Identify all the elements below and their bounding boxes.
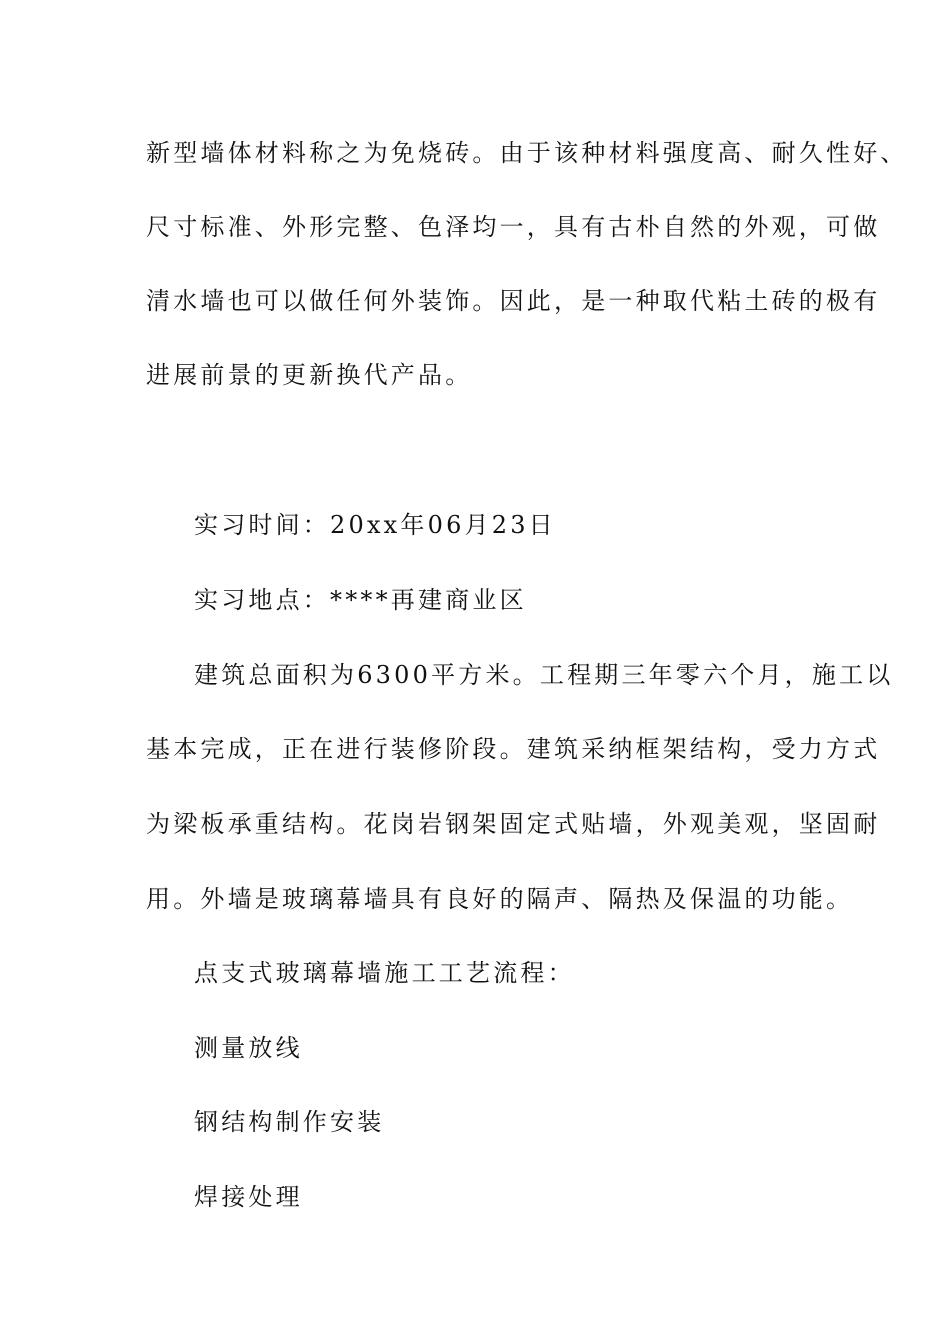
internship-time: 实习时间：20xx年06月23日	[194, 511, 556, 539]
paragraph-line: 新型墙体材料称之为免烧砖。由于该种材料强度高、耐久性好、	[146, 139, 908, 167]
paragraph-line: 为梁板承重结构。花岗岩钢架固定式贴墙，外观美观，坚固耐	[146, 810, 881, 838]
paragraph-line: 进展前景的更新换代产品。	[146, 361, 473, 389]
paragraph-line: 用。外墙是玻璃幕墙具有良好的隔声、隔热及保温的功能。	[146, 885, 854, 913]
process-step: 焊接处理	[194, 1183, 303, 1211]
paragraph-line: 基本完成，正在进行装修阶段。建筑采纳框架结构，受力方式	[146, 735, 881, 763]
process-step: 钢结构制作安装	[194, 1108, 385, 1136]
internship-location: 实习地点：****再建商业区	[194, 586, 527, 614]
process-step: 测量放线	[194, 1034, 303, 1062]
process-heading: 点支式玻璃幕墙施工工艺流程：	[194, 959, 575, 987]
paragraph-line: 清水墙也可以做任何外装饰。因此，是一种取代粘土砖的极有	[146, 287, 881, 315]
paragraph-line: 尺寸标准、外形完整、色泽均一，具有古朴自然的外观，可做	[146, 213, 881, 241]
paragraph-line: 建筑总面积为6300平方米。工程期三年零六个月，施工以	[194, 661, 894, 689]
